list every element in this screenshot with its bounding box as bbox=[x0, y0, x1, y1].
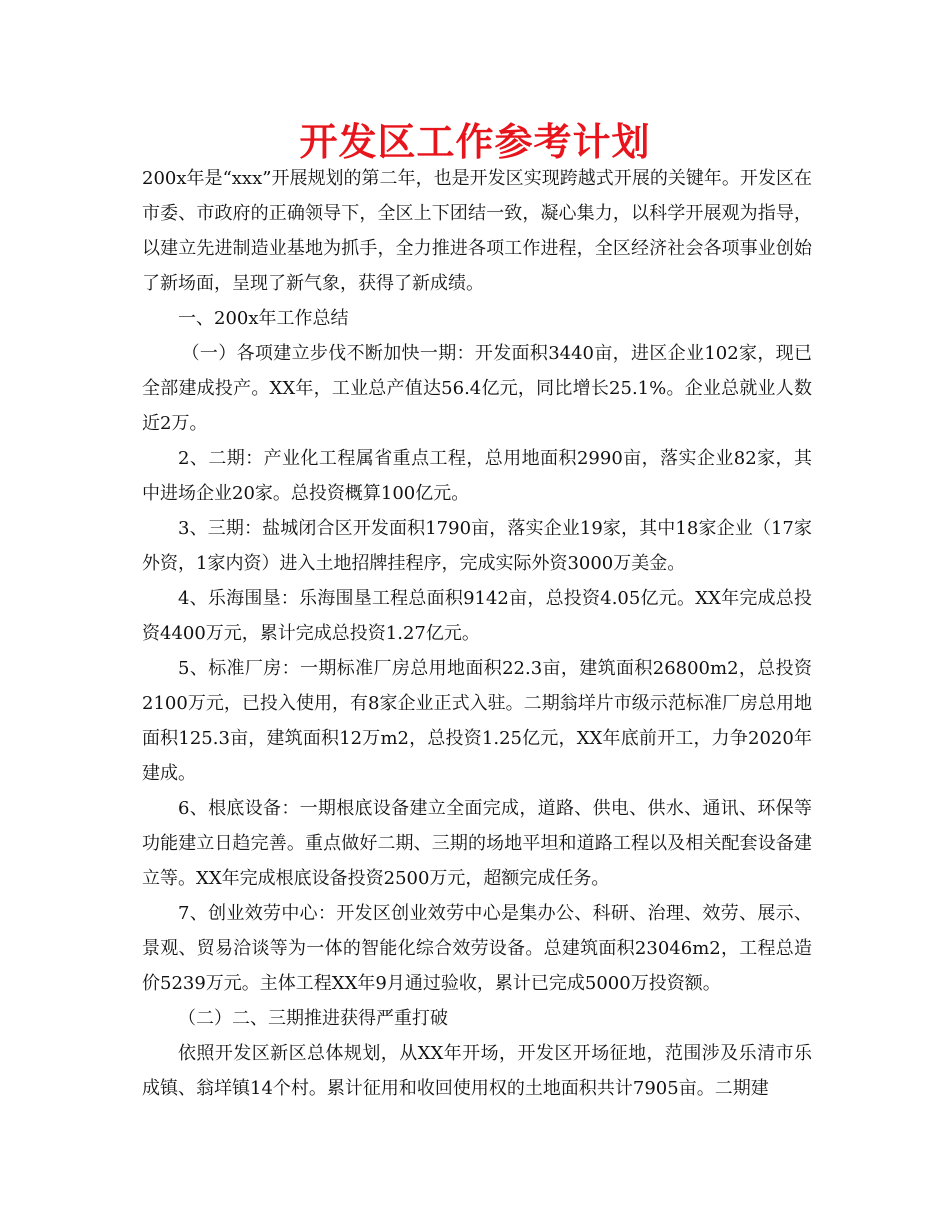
paragraph: 3、三期：盐城闭合区开发面积1790亩，落实企业19家，其中18家企业（17家外资，1家内资）进入土地招牌挂程序，完成实际外资3000万美金。 bbox=[142, 518, 812, 574]
paragraph: 2、二期：产业化工程属省重点工程，总用地面积2990亩，落实企业82家，其中进场企业20家。总投资概算100亿元。 bbox=[142, 448, 812, 504]
paragraph: 依照开发区新区总体规划，从XX年开场，开发区开场征地，范围涉及乐清市乐成镇、翁垟镇14个村。累计征用和收回使用权的土地面积共计7905亩。二期建 bbox=[142, 1043, 812, 1099]
subsection-heading: （二）二、三期推进获得严重打破 bbox=[178, 1008, 448, 1029]
document-body bbox=[142, 161, 812, 1106]
paragraph: 5、标准厂房：一期标准厂房总用地面积22.3亩，建筑面积26800m2，总投资2100万元，已投入使用，有8家企业正式入驻。二期翁垟片市级示范标准厂房总用地面积125.3亩，建筑面积12万m2，总投资1.25亿元，XX年底前开工，力争2020年建成。 bbox=[142, 658, 812, 784]
paragraph: 4、乐海围垦：乐海围垦工程总面积9142亩，总投资4.05亿元。XX年完成总投资4400万元，累计完成总投资1.27亿元。 bbox=[142, 588, 812, 644]
paragraph: 6、根底设备：一期根底设备建立全面完成，道路、供电、供水、通讯、环保等功能建立日趋完善。重点做好二期、三期的场地平坦和道路工程以及相关配套设备建立等。XX年完成根底设备投资2500万元，超额完成任务。 bbox=[142, 798, 812, 889]
intro-paragraph: 200x年是“xxx”开展规划的第二年，也是开发区实现跨越式开展的关键年。开发区在市委、市政府的正确领导下，全区上下团结一致，凝心集力，以科学开展观为指导，以建立先进制造业基地为抓手，全力推进各项工作进程，全区经济社会各项事业创始了新场面，呈现了新气象，获得了新成绩。 bbox=[142, 168, 812, 294]
paragraph: 7、创业效劳中心：开发区创业效劳中心是集办公、科研、治理、效劳、展示、景观、贸易洽谈等为一体的智能化综合效劳设备。总建筑面积23046m2，工程总造价5239万元。主体工程XX年9月通过验收，累计已完成5000万投资额。 bbox=[142, 903, 812, 994]
document-title: 开发区工作参考计划 bbox=[299, 119, 651, 164]
paragraph: （一）各项建立步伐不断加快一期：开发面积3440亩，进区企业102家，现已全部建成投产。XX年，工业总产值达56.4亿元，同比增长25.1%。企业总就业人数近2万。 bbox=[142, 343, 812, 434]
section-heading: 一、200x年工作总结 bbox=[178, 308, 349, 329]
